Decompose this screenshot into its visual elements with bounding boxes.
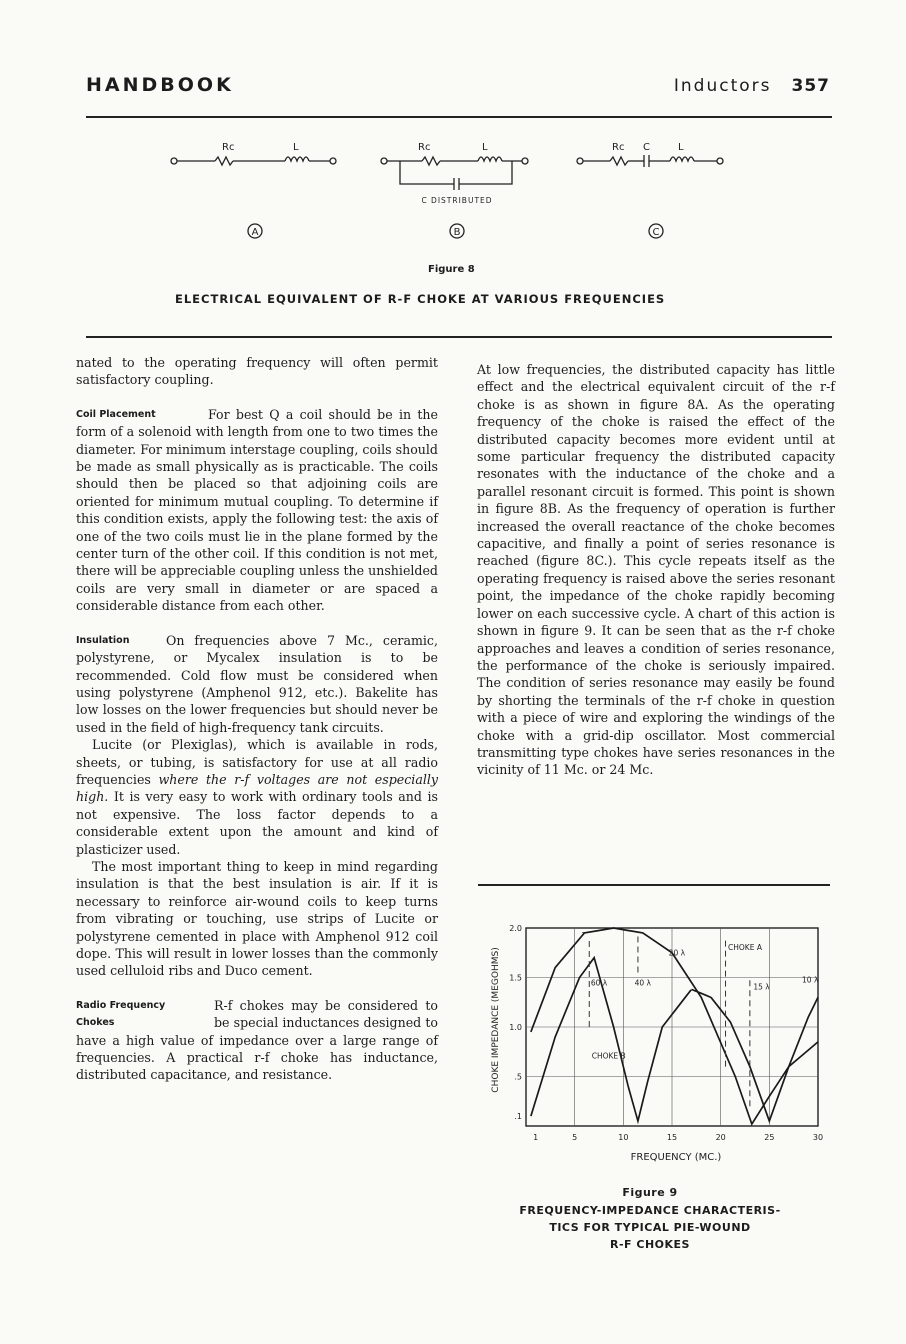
section-insulation [76, 632, 438, 736]
circuit-b [381, 142, 528, 238]
chart-annotation: 15 λ [753, 982, 770, 992]
side-head-insulation: Insulation [76, 634, 130, 646]
chart-annotation: 40 λ [634, 978, 651, 988]
chart-annotation: CHOKE B [591, 1051, 626, 1061]
chart-annotation: 10 λ [802, 975, 819, 985]
section-rf-chokes [76, 997, 438, 1084]
x-tick-label: 20 [715, 1133, 726, 1142]
paragraph-lucite [76, 736, 438, 858]
figure-9-title-line3: R-F CHOKES [610, 1238, 690, 1251]
lucite-text-a: Lucite (or Plexiglas), which is available in rods, sheets, or tubing, is satisfactory for use at all radio frequencies [76, 737, 438, 787]
figure-9-title-line1: FREQUENCY-IMPEDANCE CHARACTERIS- [519, 1204, 781, 1217]
x-tick-label: 10 [618, 1133, 629, 1142]
rf-chokes-text: R-f chokes may be considered to be special inductances designed to have a high value of impedance over a large range of frequencies. A practical r-f choke has inductance, distributed capacitance, and resistance. [76, 997, 438, 1083]
figure-8-diagram [160, 136, 760, 256]
chart-annotation: 60 λ [590, 978, 608, 988]
side-head-coil-placement: Coil Placement [76, 408, 156, 420]
y-axis-label: CHOKE IMPEDANCE (MEGOHMS) [491, 947, 501, 1093]
figure-9-chart [482, 910, 832, 1170]
y-tick-label: 1.5 [509, 973, 522, 983]
lucite-text-b: It is very easy to work with ordinary tools and is not expensive. The loss factor depends to a considerable extent upon the amount and kind of plasticizer used. [76, 789, 438, 857]
left-column [76, 354, 438, 1084]
figure-9-label: Figure 9 [622, 1186, 678, 1199]
circuit-c [577, 142, 723, 238]
figure-8-label: Figure 8 [428, 264, 475, 275]
circuit-b-l-label: L [482, 142, 488, 153]
circuit-a [171, 142, 336, 238]
paragraph-continuation: nated to the operating frequency will often permit satisfactory coupling. [76, 355, 438, 388]
y-tick-label: .1 [514, 1112, 522, 1122]
y-tick-label: 2.0 [509, 924, 522, 933]
y-tick-label: .5 [514, 1072, 522, 1082]
side-head-rf-line1: Radio Frequency [76, 999, 166, 1011]
side-head-rf-chokes [76, 997, 210, 1032]
circuit-b-id: B [453, 227, 461, 238]
y-tick-label: 1.0 [509, 1023, 522, 1032]
circuit-a-rc-label: Rc [222, 142, 235, 153]
figure-8-title: ELECTRICAL EQUIVALENT OF R-F CHOKE AT VARIOUS FREQUENCIES [175, 292, 666, 306]
x-axis-label: FREQUENCY (MC.) [630, 1152, 722, 1163]
x-tick-label: 25 [764, 1133, 775, 1142]
chart-annotation: CHOKE A [728, 942, 762, 952]
right-column [477, 361, 835, 779]
paragraph-air-insulation: The most important thing to keep in mind regarding insulation is that the best insulation is air. If it is necessary to reinforce air-wound coils to keep turns from vibrating or touching, use strips of Lucite or polystyrene cemented in place with Amphenol 912 coil dope. This will result in lower losses than the commonly used celluloid ribs and Duco cement. [76, 858, 438, 979]
x-tick-label: 5 [572, 1133, 578, 1142]
circuit-c-c-label: C [643, 142, 650, 153]
page-number: 357 [791, 76, 830, 96]
series-choke-b [531, 958, 818, 1121]
circuit-c-rc-label: Rc [612, 142, 625, 153]
running-head-right [674, 76, 830, 96]
circuit-b-rc-label: Rc [418, 142, 431, 153]
x-tick-label: 15 [666, 1133, 678, 1142]
header-rule [86, 116, 832, 118]
circuit-a-id: A [251, 227, 259, 238]
side-head-rf-line2: Chokes [76, 1017, 115, 1029]
coil-placement-text: For best Q a coil should be in the form of a solenoid with length from one to two times the diameter. For minimum interstage coupling, coils should be made as small physically as is practicable. The coils should then be placed so that adjoining coils are oriented for minimum mutual coupling. To determine if this condition exists, apply the following test: the axis of one of the two coils must lie in the plane formed by the center turn of the other coil. If this condition is not met, there will be appreciable coupling unless the unshielded coils are very small in diameter or are spaced a considerable distance from each other. [76, 406, 438, 614]
figure-9-title-line2: TICS FOR TYPICAL PIE-WOUND [549, 1221, 751, 1234]
x-tick-label: 30 [812, 1133, 824, 1142]
figure-8-rule [86, 336, 832, 338]
circuit-a-l-label: L [293, 142, 299, 153]
section-coil-placement [76, 406, 438, 615]
circuit-c-l-label: L [678, 142, 684, 153]
running-head: HANDBOOK [86, 74, 234, 96]
insulation-text: On frequencies above 7 Mc., ceramic, polystyrene, or Mycalex insulation is to be recommended. Cold flow must be considered when using polystyrene (Amphenol 912, etc.). Bakelite has low losses on the lower frequencies but should never be used in the field of high-frequency tank circuits. [76, 632, 438, 735]
circuit-c-id: C [652, 227, 660, 238]
chart-annotation: 20 λ [668, 948, 686, 958]
x-tick-label: 1 [533, 1133, 539, 1142]
paragraph-choke-resonance: At low frequencies, the distributed capacity has little effect and the electrical equivalent circuit of the r-f choke is as shown in figure 8A. As the operating frequency of the choke is raised the effect of the distributed capacity becomes more evident until at some particular frequency the distributed capacity resonates with the inductance of the choke and a parallel resonant circuit is formed. This point is shown in figure 8B. As the frequency of operation is further increased the overall reactance of the choke becomes capacitive, and finally a point of series resonance is reached (figure 8C.). This cycle repeats itself as the operating frequency is raised above the series resonant point, the impedance of the choke rapidly becoming lower on each successive cycle. A chart of this action is shown in figure 9. It can be seen that as the r-f choke approaches and leaves a condition of series resonance, the performance of the choke is seriously impaired. The condition of series resonance may easily be found by shorting the terminals of the r-f choke in question with a piece of wire and exploring the windings of the choke with a grid-dip oscillator. Most commercial transmitting type chokes have series resonances in the vicinity of 11 Mc. or 24 Mc. [477, 362, 835, 778]
chapter-title: Inductors [673, 76, 772, 96]
right-column-rule [478, 884, 830, 886]
lucite-emphasis: where the r-f voltages are not especially high. [76, 771, 438, 805]
circuit-b-cap-label: C DISTRIBUTED [421, 196, 493, 205]
